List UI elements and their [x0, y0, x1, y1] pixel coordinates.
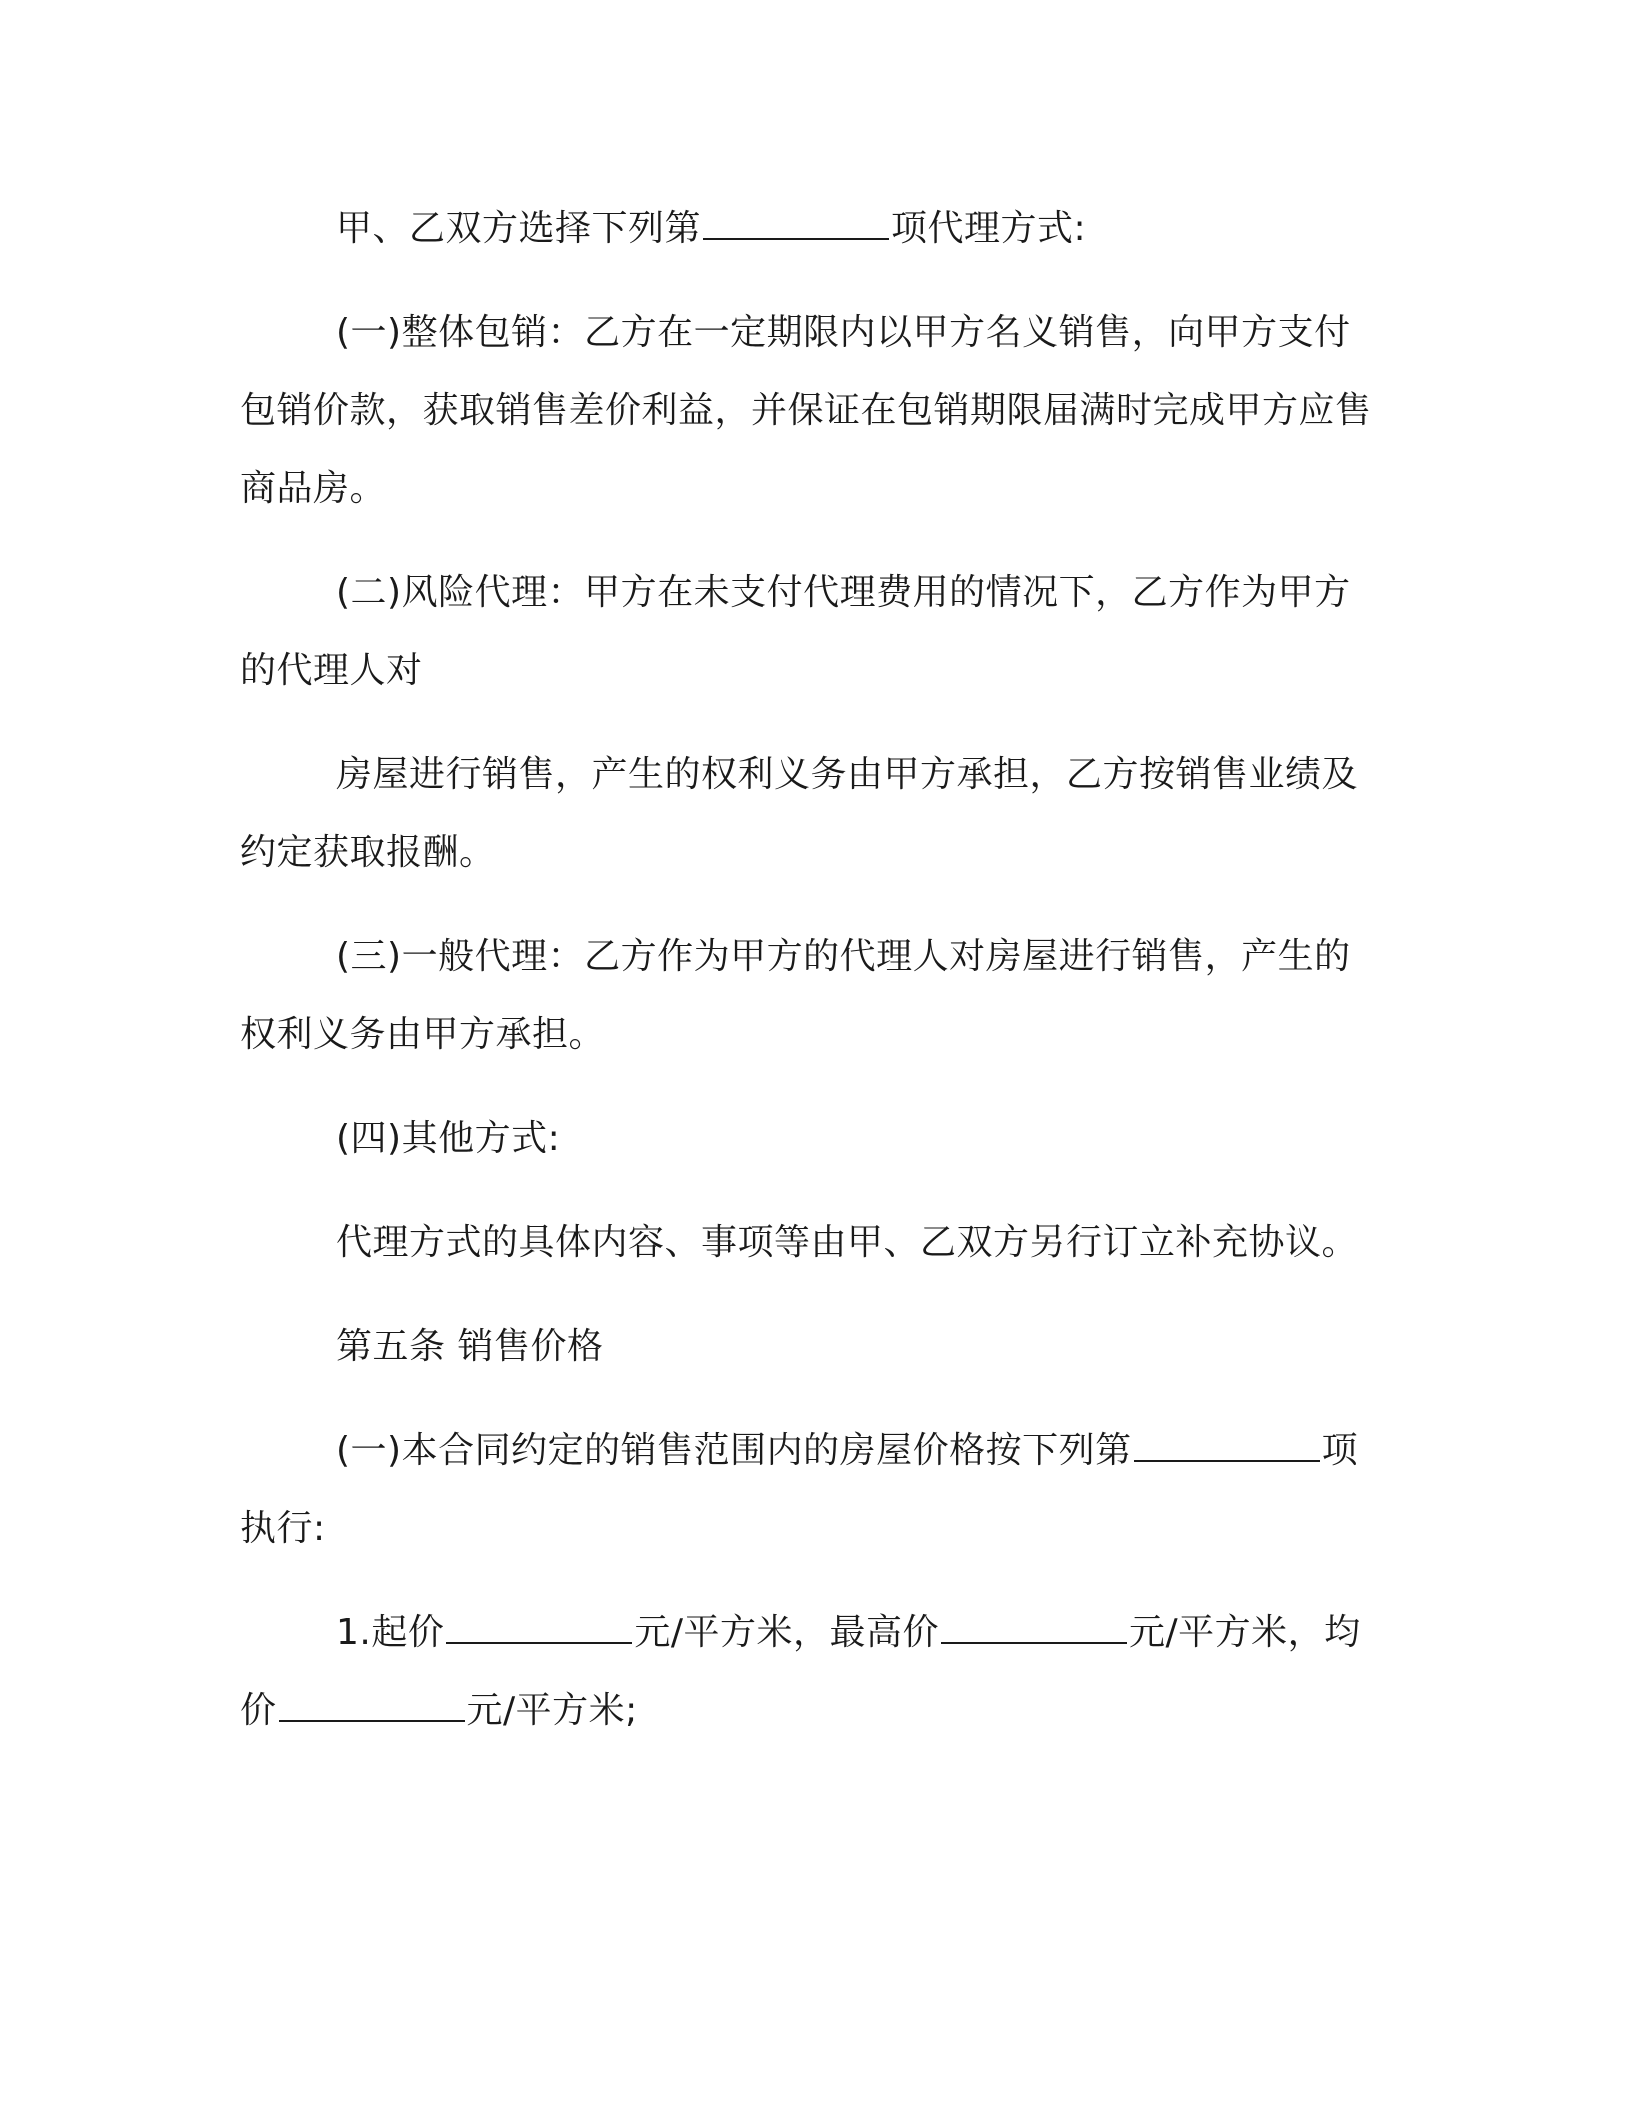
article-five-heading: 第五条 销售价格	[336, 1326, 604, 1367]
blank-field	[446, 1612, 632, 1644]
price-range-text-d: 元/平方米;	[466, 1690, 638, 1731]
blank-field	[703, 208, 889, 240]
clause-risk-agency-continued: 房屋进行销售，产生的权利义务由甲方承担，乙方按销售业绩及约定获取报酬。	[240, 754, 1359, 873]
document-body	[240, 190, 1380, 1776]
blank-field	[941, 1612, 1127, 1644]
price-method-clause	[240, 1412, 1380, 1568]
blank-field	[1134, 1430, 1320, 1462]
clause-risk-agency: (二)风险代理：甲方在未支付代理费用的情况下，乙方作为甲方的代理人对	[240, 572, 1351, 691]
clause-general-agency: (三)一般代理：乙方作为甲方的代理人对房屋进行销售，产生的权利义务由甲方承担。	[240, 936, 1351, 1055]
blank-field	[279, 1690, 465, 1722]
price-method-text-a: (一)本合同约定的销售范围内的房屋价格按下列第	[336, 1430, 1132, 1471]
agency-mode-text-b: 项代理方式:	[891, 208, 1087, 249]
agency-mode-text-a: 甲、乙双方选择下列第	[336, 208, 702, 249]
clause-other-methods: (四)其他方式:	[336, 1118, 561, 1159]
price-range-text-a: 1.起价	[336, 1612, 445, 1653]
price-range-text-b: 元/平方米，最高价	[634, 1612, 939, 1653]
price-method-text-b: 项执行:	[240, 1430, 1359, 1549]
price-range-clause	[240, 1594, 1380, 1750]
supplementary-agreement-note: 代理方式的具体内容、事项等由甲、乙双方另行订立补充协议。	[336, 1222, 1359, 1263]
price-range-text-c: 元/平方米，均价	[240, 1612, 1361, 1731]
agency-mode-selection	[240, 190, 1380, 268]
clause-overall-underwriting: (一)整体包销：乙方在一定期限内以甲方名义销售，向甲方支付包销价款，获取销售差价利益，并保证在包销期限届满时完成甲方应售商品房。	[240, 312, 1372, 509]
